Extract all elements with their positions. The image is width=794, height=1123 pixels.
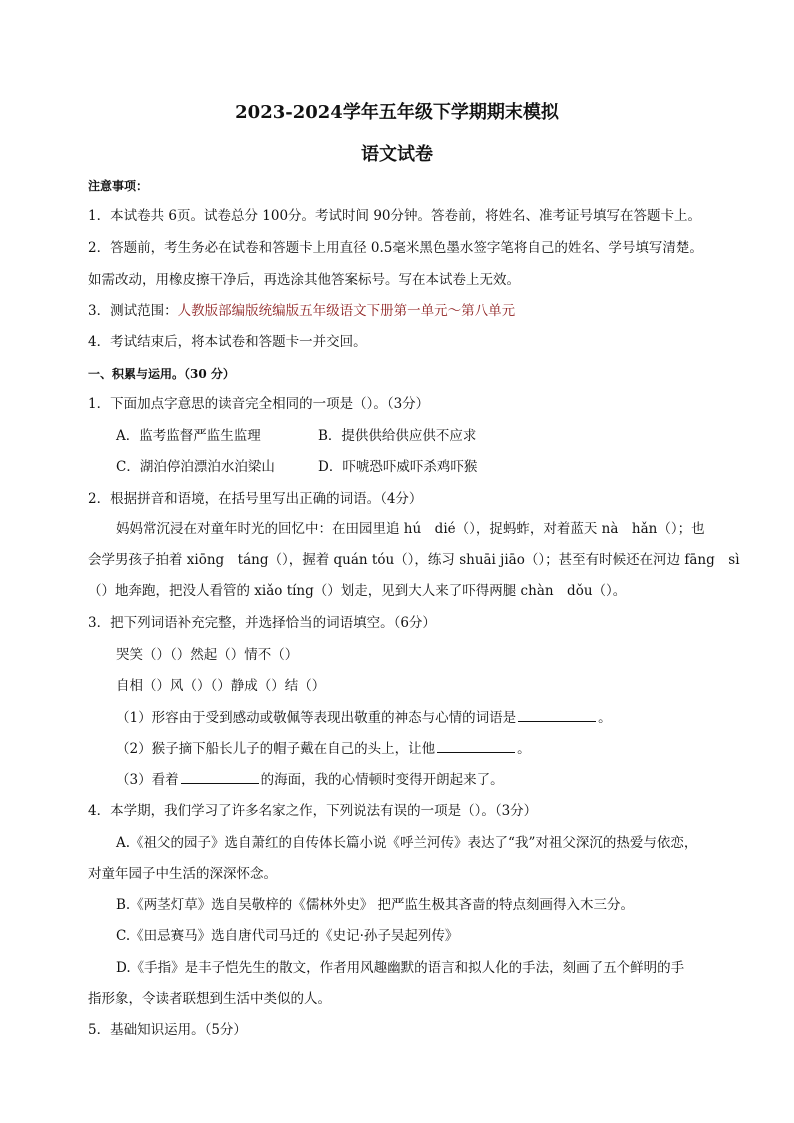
q1-option-b: B．提供供给供应供不应求 [318,428,477,444]
q4-option-d: D.《手指》是丰子恺先生的散文，作者用风趣幽默的语言和拟人化的手法，刻画了五个鲜明的手 [116,960,685,976]
q4-option-a: A.《祖父的园子》选自萧红的自传体长篇小说《呼兰河传》表达了“我”对祖父深沉的热爱与依恋， [116,835,698,851]
q2-passage-3: （）地奔跑，把没人看管的 xiǎo tíng（）划走，见到大人来了吓得两腿 chàn dǒu（）。 [88,583,627,599]
q4-option-d-cont: 指形象，令读者联想到生活中类似的人。 [88,991,331,1007]
note-1: 1．本试卷共 6页。试卷总分 100分。考试时间 90分钟。答卷前，将姓名、准考证号填写在答题卡上。 [88,208,701,224]
q3-sub-1-text: （1）形容由于受到感动或敬佩等表现出敬重的神态与心情的词语是 [116,710,517,726]
q3-sub-1 [116,709,612,726]
note-3-range: 人教版部编版统编版五年级语文下册第一单元～第八单元 [177,303,516,319]
q4-stem: 4．本学期，我们学习了许多名家之作，下列说法有误的一项是（）。（3分） [88,803,538,819]
q5-stem: 5．基础知识运用。（5分） [88,1022,247,1038]
q4-option-b: B.《两茎灯草》选自吴敬梓的《儒林外史》 把严监生极其吝啬的特点刻画得入木三分。 [116,897,635,913]
q2-passage-1: 妈妈常沉浸在对童年时光的回忆中：在田园里追 hú dié（），捉蚂蚱，对着蓝天 nà hǎn（）；也 [116,521,705,537]
q2-stem: 2．根据拼音和语境，在括号里写出正确的词语。（4分） [88,491,423,507]
exam-title: 2023-2024学年五年级下学期期末模拟 [235,102,559,123]
note-3-prefix: 3．测试范围： [88,303,178,319]
note-2: 2．答题前，考生务必在试卷和答题卡上用直径 0.5毫米黑色墨水签字笔将自己的姓名、学号填写清楚。 [88,240,703,256]
q3-words-2: 自相（）风（）（）静成（）结（） [116,678,326,694]
q1-option-d: D．吓唬恐吓威吓杀鸡吓猴 [318,459,478,475]
q3-stem: 3．把下列词语补充完整，并选择恰当的词语填空。（6分） [88,615,436,631]
q3-sub-3-end: 的海面，我的心情顿时变得开朗起来了。 [260,772,504,788]
q3-sub-3 [116,771,504,788]
answer-blank[interactable] [437,740,515,753]
q4-option-a-cont: 对童年园子中生活的深深怀念。 [88,866,277,882]
q3-sub-3-text: （3）看着 [116,772,179,788]
q3-sub-2-text: （2）猴子摘下船长儿子的帽子戴在自己的头上，让他 [116,741,436,757]
q1-option-c: C．湖泊停泊漂泊水泊梁山 [116,459,275,475]
exam-subtitle: 语文试卷 [361,144,433,165]
q3-sub-2 [116,740,531,757]
q1-stem: 1．下面加点字意思的读音完全相同的一项是（）。（3分） [88,396,430,412]
notes-heading: 注意事项： [88,179,149,193]
note-4: 4．考试结束后，将本试卷和答题卡一并交回。 [88,334,367,350]
q1-option-a: A．监考监督严监生监理 [116,428,261,444]
q3-sub-2-end: 。 [517,741,531,757]
q3-sub-1-end: 。 [598,710,612,726]
q3-words-1: 哭笑（）（）然起（）情不（） [116,647,299,663]
q4-option-c: C.《田忌赛马》选自唐代司马迁的《史记·孙子吴起列传》 [116,928,459,944]
answer-blank[interactable] [518,709,596,722]
note-3 [88,303,515,319]
section-1-heading: 一、积累与运用。（30 分） [88,367,235,381]
note-2-cont: 如需改动，用橡皮擦干净后，再选涂其他答案标号。写在本试卷上无效。 [88,272,520,288]
q2-passage-2: 会学男孩子拍着 xiōng táng（），握着 quán tóu（），练习 shuāi jiāo（）；甚至有时候还在河边 fāng sì [88,552,740,568]
answer-blank[interactable] [181,771,259,784]
